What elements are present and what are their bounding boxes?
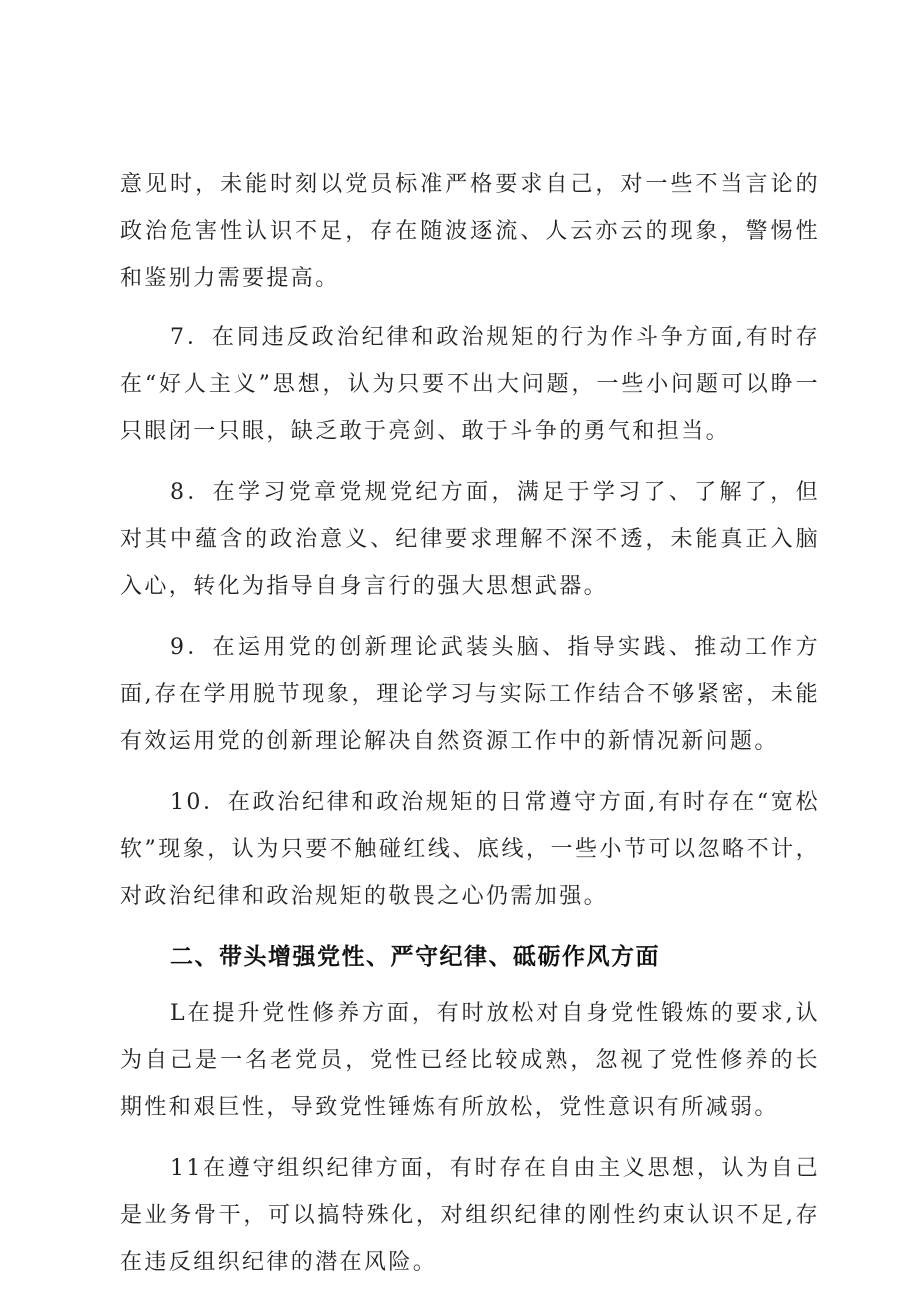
paragraph-item-9: 9．在运用党的创新理论武装头脑、指导实践、推动工作方面,存在学用脱节现象，理论学习与实际工作结合不够紧密，未能有效运用党的创新理论解决自然资源工作中的新情况新问题。 [120,635,820,754]
paragraph-item-1-section-2: L在提升党性修养方面，有时放松对自身党性锻炼的要求,认为自己是一名老党员，党性已经比较成熟，忽视了党性修养的长期性和艰巨性，导致党性锤炼有所放松，党性意识有所减弱。 [120,1001,820,1120]
paragraph-item-8: 8．在学习党章党规党纪方面，满足于学习了、了解了，但对其中蕴含的政治意义、纪律要求理解不深不透，未能真正入脑入心，转化为指导自身言行的强大思想武器。 [120,480,820,599]
paragraph-item-7: 7．在同违反政治纪律和政治规矩的行为作斗争方面,有时存在“好人主义”思想，认为只要不出大问题，一些小问题可以睁一只眼闭一只眼，缺乏敢于亮剑、敢于斗争的勇气和担当。 [120,325,820,444]
paragraph-item-10: 10．在政治纪律和政治规矩的日常遵守方面,有时存在“宽松软”现象，认为只要不触碰红线、底线，一些小节可以忽略不计，对政治纪律和政治规矩的敬畏之心仍需加强。 [120,790,820,909]
document-body [120,161,820,1300]
section-heading: 二、带头增强党性、严守纪律、砥砺作风方面 [170,944,660,970]
paragraph-item-11-section-2: 11在遵守组织纪律方面，有时存在自由主义思想，认为自己是业务骨干，可以搞特殊化，对组织纪律的刚性约束认识不足,存在违反组织纪律的潜在风险。 [120,1156,820,1275]
paragraph-continuation: 意见时，未能时刻以党员标准严格要求自己，对一些不当言论的政治危害性认识不足，存在随波逐流、人云亦云的现象，警惕性和鉴别力需要提高。 [120,172,820,291]
